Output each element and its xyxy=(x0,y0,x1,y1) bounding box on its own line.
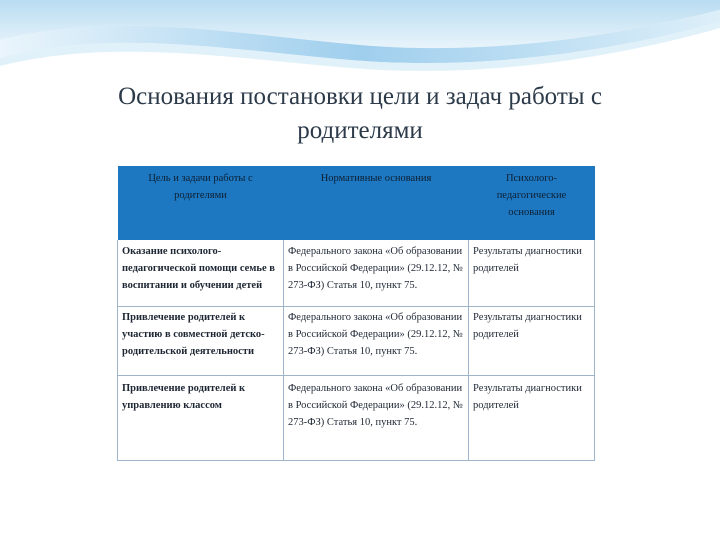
title-line-2: родителями xyxy=(297,117,423,144)
goal-cell: Оказание психолого-педагогической помощи семье в воспитании и обучении детей xyxy=(118,240,284,307)
psych-cell: Результаты диагностики родителей xyxy=(469,376,595,461)
table-row xyxy=(118,307,595,376)
normative-cell: Федерального закона «Об образовании в Российской Федерации» (29.12.12, № 273-ФЗ) Статья 10, пункт 75. xyxy=(284,376,469,461)
header-psych: Психолого-педагогические основания xyxy=(469,166,595,240)
goal-cell: Привлечение родителей к участию в совместной детско-родительской деятельности xyxy=(118,307,284,376)
table-row xyxy=(118,240,595,307)
psych-cell: Результаты диагностики родителей xyxy=(469,307,595,376)
goal-cell: Привлечение родителей к управлению классом xyxy=(118,376,284,461)
page-title xyxy=(60,80,660,148)
goals-table xyxy=(117,166,595,461)
table-header-row xyxy=(118,166,595,240)
normative-cell: Федерального закона «Об образовании в Российской Федерации» (29.12.12, № 273-ФЗ) Статья 10, пункт 75. xyxy=(284,240,469,307)
header-normative: Нормативные основания xyxy=(284,166,469,240)
table-row xyxy=(118,376,595,461)
psych-cell: Результаты диагностики родителей xyxy=(469,240,595,307)
normative-cell: Федерального закона «Об образовании в Российской Федерации» (29.12.12, № 273-ФЗ) Статья 10, пункт 75. xyxy=(284,307,469,376)
title-line-1: Основания постановки цели и задач работы с xyxy=(118,83,602,110)
header-goals: Цель и задачи работы с родителями xyxy=(118,166,284,240)
